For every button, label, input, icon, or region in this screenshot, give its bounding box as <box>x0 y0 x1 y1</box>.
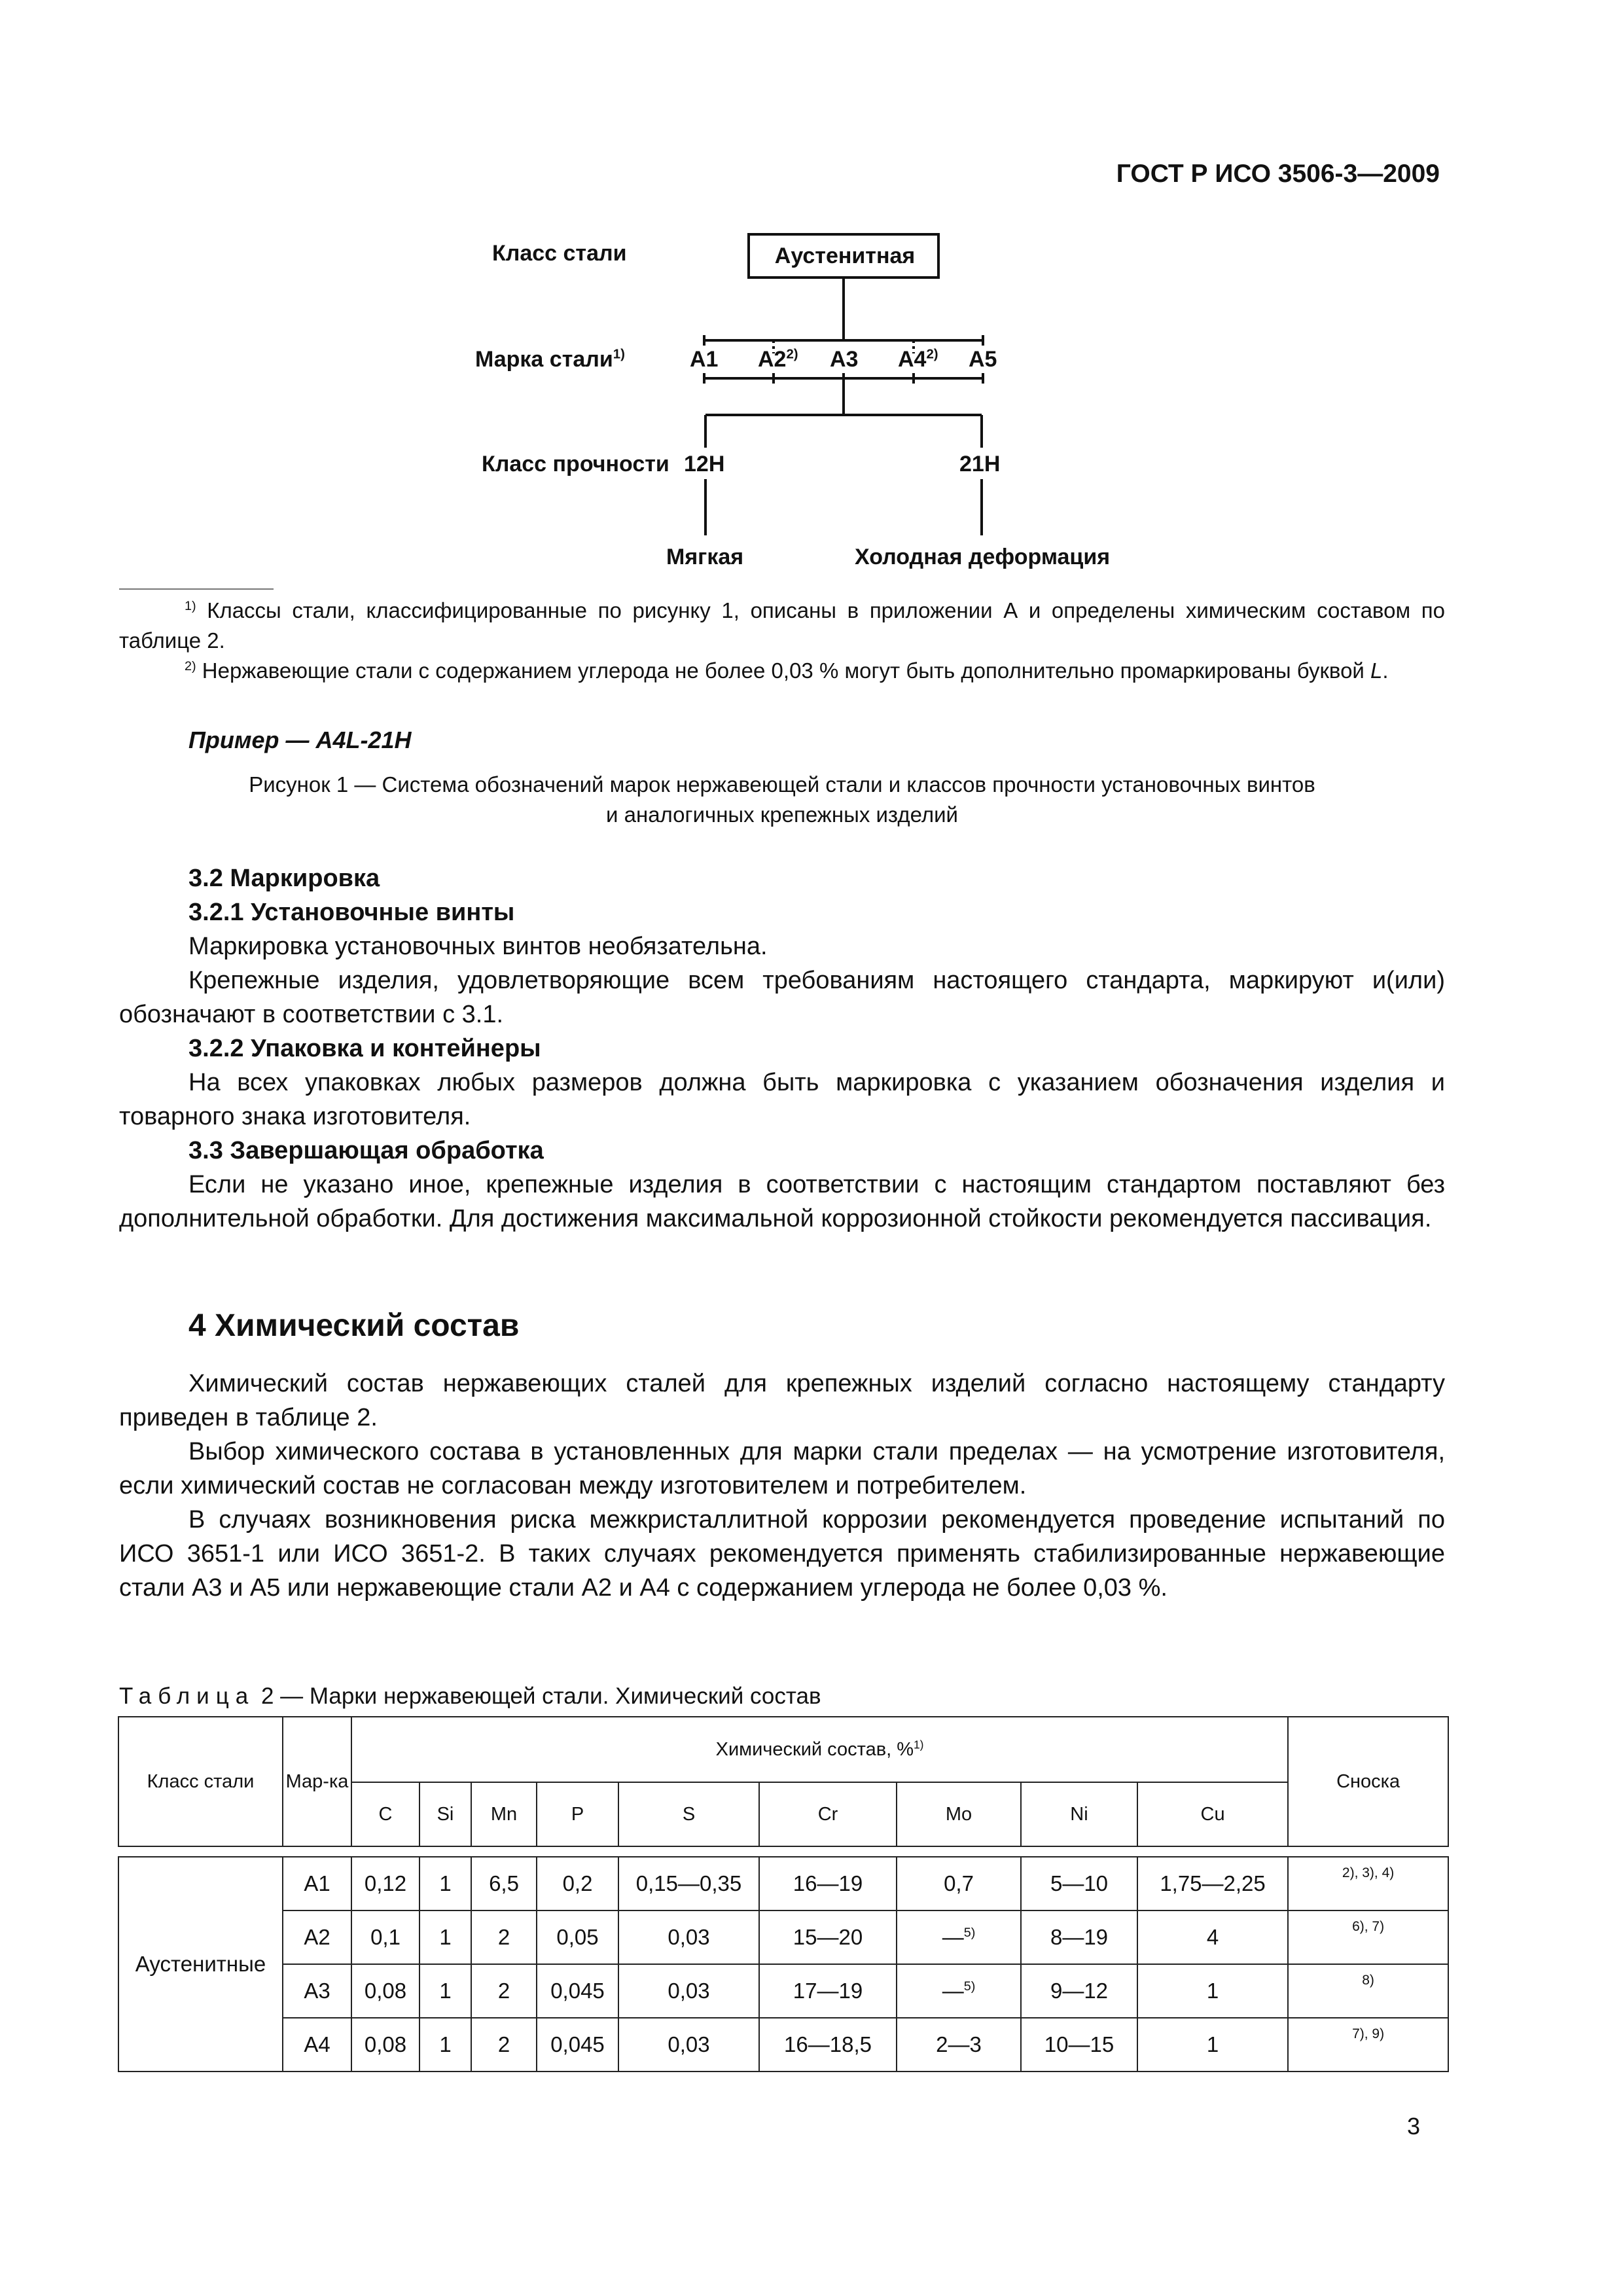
header-grade: Мар-ка <box>283 1717 351 1846</box>
table-row: Аустенитные A1 0,12 1 6,5 0,2 0,15—0,35 16—19 0,7 5—10 1,75—2,25 2), 3), 4) <box>118 1857 1448 1910</box>
paragraph: На всех упаковках любых размеров должна быть маркировка с указанием обозначения изделия и товарного знака изготовителя. <box>119 1069 1445 1130</box>
heading-4: 4 Химический состав <box>188 1308 520 1343</box>
grade-a2: A2$^{2)}$ <box>758 347 798 372</box>
designation-example: Пример — A4L-21H <box>188 726 412 753</box>
grade-a3: A3 <box>830 347 859 372</box>
figure-caption: Рисунок 1 — Система обозначений марок нержавеющей стали и классов прочности установочных винтов и аналогичных крепежных изделий <box>249 772 1315 827</box>
paragraph: В случаях возникновения риска межкристаллитной коррозии рекомендуется проведение испытаний по ИСО 3651-1 или ИСО 3651-2. В таких случаях рекомендуется применять стабилизированные нержавеющие стали A3 и A5 или нержавеющие стали A2 и A4 с содержанием углерода не более 0,03 %. <box>119 1506 1445 1602</box>
heading-3-2-2: 3.2.2 Упаковка и контейнеры <box>188 1035 541 1062</box>
label-steel-class: Класс стали <box>492 241 627 266</box>
footnotes <box>119 596 1445 686</box>
grade-a1: A1 <box>690 347 719 372</box>
header-steel-class: Класс стали <box>118 1717 283 1846</box>
header-element: S <box>618 1782 759 1846</box>
austenitic-box-label: Аустенитная <box>774 243 916 268</box>
state-soft: Мягкая <box>666 545 744 569</box>
table-row: A3 0,08 1 2 0,045 0,03 17—19 —$^{5)}$ 9—12 1 8) <box>118 1964 1448 2018</box>
table-caption: Таблица 2 — Марки нержавеющей стали. Химический состав <box>119 1683 821 1709</box>
group-austenitic: Аустенитные <box>118 1857 283 2072</box>
paragraph: Если не указано иное, крепежные изделия в соответствии с настоящим стандартом поставляют без дополнительной обработки. Для достижения максимальной коррозионной стойкости рекомендуется пассивация. <box>119 1171 1445 1232</box>
steel-designation-diagram <box>0 0 1623 589</box>
header-element: Cr <box>759 1782 897 1846</box>
heading-3-2: 3.2 Маркировка <box>188 865 380 892</box>
page-number: 3 <box>1407 2113 1421 2140</box>
section-4-body <box>119 1367 1445 1605</box>
table-row: A2 0,1 1 2 0,05 0,03 15—20 —$^{5)}$ 8—19 4 6), 7) <box>118 1910 1448 1964</box>
header-element: Mn <box>471 1782 537 1846</box>
strength-12h: 12H <box>684 452 725 476</box>
header-element: Cu <box>1137 1782 1288 1846</box>
grade-a5: A5 <box>969 347 997 372</box>
paragraph: Выбор химического состава в установленных для марки стали пределах — на усмотрение изготовителя, если химический состав не согласован между изготовителем и потребителем. <box>119 1438 1445 1499</box>
heading-3-3: 3.3 Завершающая обработка <box>188 1137 544 1164</box>
header-element: C <box>351 1782 419 1846</box>
state-cold-worked: Холодная деформация <box>855 545 1111 569</box>
strength-21h: 21H <box>959 452 1001 476</box>
grade-a4: A4$^{2)}$ <box>898 347 938 372</box>
header-element: Si <box>419 1782 471 1846</box>
table-row: A4 0,08 1 2 0,045 0,03 16—18,5 2—3 10—15 1 7), 9) <box>118 2018 1448 2072</box>
footnote-divider <box>119 588 274 590</box>
footnote-2: $^{2)}$ Нержавеющие стали с содержанием углерода не более 0,03 % могут быть дополнительно промаркированы буквой L. <box>185 658 1389 683</box>
footnote-1: $^{1)}$ Классы стали, классифицированные по рисунку 1, описаны в приложении А и определены химическим составом по таблице 2. <box>119 598 1445 653</box>
paragraph: Маркировка установочных винтов необязательна. <box>188 933 768 960</box>
header-element: P <box>537 1782 618 1846</box>
heading-3-2-1: 3.2.1 Установочные винты <box>188 899 515 926</box>
label-steel-grade: Марка стали$^{1)}$ <box>475 347 625 372</box>
section-3-body <box>119 861 1445 1236</box>
document-header: ГОСТ Р ИСО 3506-3—2009 <box>1116 160 1440 188</box>
header-chemical-composition: Химический состав, %$^{1)}$ <box>351 1717 1288 1782</box>
label-strength-class: Класс прочности <box>482 452 669 476</box>
paragraph: Крепежные изделия, удовлетворяющие всем требованиям настоящего стандарта, маркируют и(или) обозначают в соответствии с 3.1. <box>119 967 1445 1028</box>
chemical-composition-table <box>118 1716 1449 2072</box>
paragraph: Химический состав нержавеющих сталей для крепежных изделий согласно настоящему стандарту приведен в таблице 2. <box>119 1370 1445 1431</box>
header-note: Сноска <box>1288 1717 1448 1846</box>
header-element: Mo <box>897 1782 1021 1846</box>
header-element: Ni <box>1021 1782 1137 1846</box>
